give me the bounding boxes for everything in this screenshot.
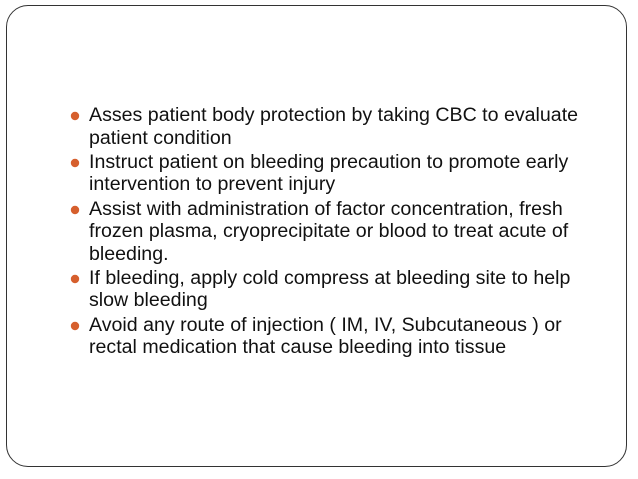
circle-bullet-icon	[68, 314, 84, 337]
bullet-text: If bleeding, apply cold compress at bleeding site to help slow bleeding	[89, 266, 571, 312]
bullet-text: Instruct patient on bleeding precaution to promote early intervention to prevent injury	[89, 150, 569, 196]
bullet-text: Avoid any route of injection ( IM, IV, Subcutaneous ) or rectal medication that cause bleeding into tissue	[89, 313, 562, 359]
bullet-list	[68, 104, 588, 360]
bullet-text: Asses patient body protection by taking CBC to evaluate patient condition	[89, 104, 579, 149]
bullet-item	[68, 267, 588, 312]
circle-bullet-icon	[68, 104, 84, 127]
bullet-item	[68, 314, 588, 359]
bullet-item	[68, 104, 588, 149]
bullet-text: Assist with administration of factor concentration, fresh frozen plasma, cryoprecipitate or blood to treat acute of bleeding.	[89, 197, 569, 265]
circle-bullet-icon	[68, 151, 84, 174]
circle-bullet-icon	[68, 267, 84, 290]
bullet-item	[68, 151, 588, 196]
circle-bullet-icon	[68, 198, 84, 221]
bullet-item	[68, 198, 588, 266]
